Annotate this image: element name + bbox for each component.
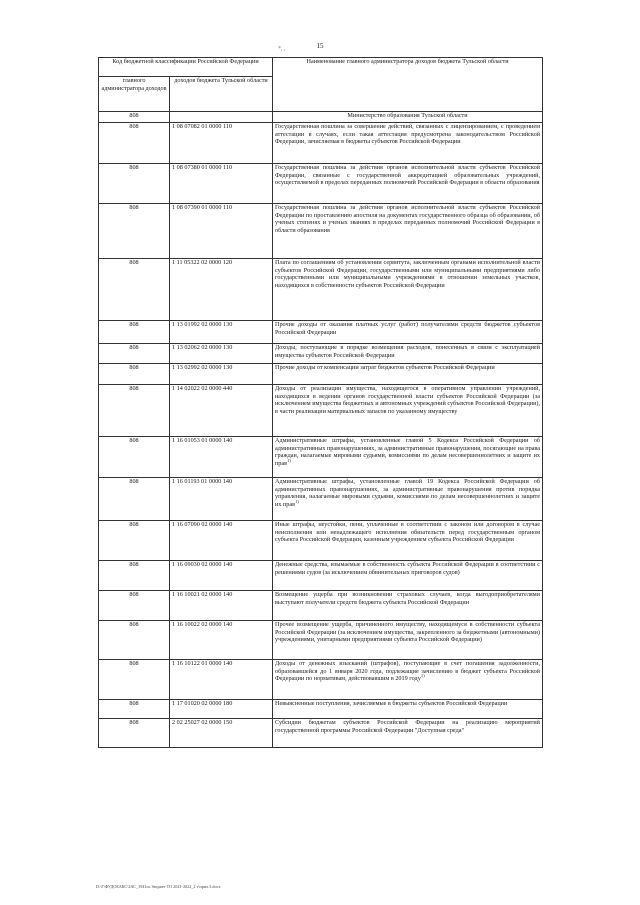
income-name-cell xyxy=(273,700,543,719)
income-name-cell xyxy=(273,591,543,621)
income-admin-table xyxy=(98,57,543,748)
admin-code-cell: 808 xyxy=(99,437,170,478)
table-row xyxy=(99,344,543,364)
income-name-text: Доходы от реализации имущества, находящегося в оперативном управлении учреждений, находящихся в ведении органов государственной власти субъектов Российской Федерации (за исключением имущества бюджетных и автономных учреждений субъектов Российской Федерации), в части реализации материальных запасов по указанному имуществу xyxy=(275,385,540,415)
table-row xyxy=(99,700,543,719)
income-name-text: Возмещение ущерба при возникновении страховых случаев, когда выгодоприобретателями выступают получатели средств бюджета субъекта Российской Федерации xyxy=(275,591,540,606)
income-code-cell: 1 14 02022 02 0000 440 xyxy=(170,385,273,437)
table-row xyxy=(99,364,543,385)
income-code-cell: 1 16 10122 01 0000 140 xyxy=(170,660,273,700)
income-code-cell: 1 16 10022 02 0000 140 xyxy=(170,621,273,660)
ministry-name: Министерство образования Тульской области xyxy=(273,112,543,123)
admin-code-cell: 808 xyxy=(99,321,170,344)
ministry-empty-cell xyxy=(170,112,273,123)
income-name-cell xyxy=(273,521,543,561)
ministry-admin-code: 808 xyxy=(99,112,170,123)
income-name-text: Государственная пошлина за действия органов исполнительной власти субъектов Российской Федерации по проставлению апостиля на документах государственного образца об образовании, об ученых степенях и ученых званиях в пределах переданных полномочий Российской Федерации в области образования xyxy=(275,204,540,234)
table-row xyxy=(99,478,543,521)
income-name-cell xyxy=(273,719,543,748)
table-row xyxy=(99,561,543,591)
income-name-cell xyxy=(273,478,543,521)
income-name-text: Административные штрафы, установленные главой 5 Кодекса Российской Федерации об административных правонарушениях, за административные правонарушения, посягающие на права граждан, налагаемые мировыми судьями, комиссиями по делам несовершеннолетних и защите их прав xyxy=(275,437,540,467)
admin-code-cell: 808 xyxy=(99,164,170,204)
income-code-cell: 1 16 07090 02 0000 140 xyxy=(170,521,273,561)
table-row xyxy=(99,437,543,478)
admin-code-cell: 808 xyxy=(99,259,170,321)
table-row xyxy=(99,164,543,204)
income-name-cell xyxy=(273,259,543,321)
income-name-cell xyxy=(273,204,543,259)
admin-code-cell: 808 xyxy=(99,385,170,437)
income-name-text: Денежные средства, изымаемые в собственность субъекта Российской Федерации в соответствии с решениями судов (за исключением обвинительных приговоров судов) xyxy=(275,561,540,576)
income-name-text: Невыясненные поступления, зачисляемые в бюджеты субъектов Российской Федерации xyxy=(275,700,508,707)
income-name-text: Доходы, поступающие в порядке возмещения расходов, понесенных в связи с эксплуатацией имущества субъектов Российской Федерации xyxy=(275,344,540,359)
income-name-text: Плата по соглашениям об установлении сервитута, заключенным органами исполнительной власти субъектов Российской Федерации, государственными или муниципальными предприятиями либо государственными или муниципальными учреждениями в отношении земельных участков, находящихся в собственности субъектов Российской Федерации xyxy=(275,259,540,289)
income-code-cell: 1 08 07380 01 0000 110 xyxy=(170,164,273,204)
income-code-cell: 1 16 01193 01 0000 140 xyxy=(170,478,273,521)
income-name-cell xyxy=(273,561,543,591)
income-code-cell: 1 11 05322 02 0000 120 xyxy=(170,259,273,321)
admin-code-cell: 808 xyxy=(99,123,170,164)
table-row xyxy=(99,621,543,660)
income-code-cell: 1 16 09030 02 0000 140 xyxy=(170,561,273,591)
footnote-mark: 1) xyxy=(287,457,291,463)
table-row xyxy=(99,385,543,437)
income-code-cell: 1 17 01020 02 0000 180 xyxy=(170,700,273,719)
scan-marks: *, , xyxy=(278,46,286,52)
income-name-cell xyxy=(273,385,543,437)
table-row xyxy=(99,591,543,621)
page-number: 15 xyxy=(316,42,324,50)
admin-code-cell: 808 xyxy=(99,719,170,748)
header-col-admin: главного администратора доходов xyxy=(99,77,170,112)
income-name-text: Государственная пошлина за действия органов исполнительной власти субъектов Российской Федерации, связанные с государственной аккредитацией образовательных учреждений, осуществляемой в пределах переданных полномочий Российской Федерации в области образования xyxy=(275,164,540,187)
ministry-row xyxy=(99,112,543,123)
income-name-cell xyxy=(273,321,543,344)
header-name-title: Наименование главного администратора доходов бюджета Тульской области xyxy=(273,58,543,112)
admin-code-cell: 808 xyxy=(99,478,170,521)
admin-code-cell: 808 xyxy=(99,344,170,364)
income-code-cell: 1 16 10021 02 0000 140 xyxy=(170,591,273,621)
footnote-mark: 1) xyxy=(420,673,425,679)
income-name-text: Государственная пошлина за совершение действий, связанных с лицензированием, с проведением аттестации в случаях, если такая аттестация предусмотрена законодательством Российской Федерации, зачисляемая в бюджеты субъектов Российской Федерации xyxy=(275,123,540,146)
income-code-cell: 1 13 02062 02 0000 130 xyxy=(170,344,273,364)
admin-code-cell: 808 xyxy=(99,561,170,591)
income-name-text: Прочее возмещение ущерба, причиненного имуществу, находящемуся в собственности субъекта Российской Федерации (за исключением имущества, закрепленного за бюджетными (автономными) учреждениями, унитарными предприятиями субъекта Российской Федерации) xyxy=(275,621,540,644)
header-code-title: Код бюджетной классификации Российской Федерации xyxy=(99,58,273,77)
table-row xyxy=(99,204,543,259)
income-code-cell: 1 13 02992 02 0000 130 xyxy=(170,364,273,385)
income-name-cell xyxy=(273,344,543,364)
footer-file-path: D:\Г\ФУДОБАКС\ЗАС_1941ш. бюджет ТО 2021-2022_2 т\прил.3.docx xyxy=(96,884,221,889)
admin-code-cell: 808 xyxy=(99,660,170,700)
income-code-cell: 2 02 25027 02 0000 150 xyxy=(170,719,273,748)
admin-code-cell: 808 xyxy=(99,621,170,660)
income-code-cell: 1 13 01992 02 0000 130 xyxy=(170,321,273,344)
table-row xyxy=(99,123,543,164)
table-row xyxy=(99,321,543,344)
income-name-cell xyxy=(273,164,543,204)
income-name-text: Доходы от денежных взысканий (штрафов), поступающие в счет погашения задолженности, образовавшейся до 1 января 2020 года, подлежащие зачислению в бюджет субъекта Российской Федерации по нормативам, действовавшим в 2019 году xyxy=(275,660,540,683)
income-name-cell xyxy=(273,660,543,700)
header-col-income: доходов бюджета Тульской области xyxy=(170,77,273,112)
admin-code-cell: 808 xyxy=(99,591,170,621)
admin-code-cell: 808 xyxy=(99,521,170,561)
income-name-text: Прочие доходы от оказания платных услуг (работ) получателями средств бюджетов субъектов Российской Федерации xyxy=(275,321,540,336)
income-name-cell xyxy=(273,364,543,385)
income-name-cell xyxy=(273,123,543,164)
income-name-cell xyxy=(273,437,543,478)
table-row xyxy=(99,259,543,321)
admin-code-cell: 808 xyxy=(99,364,170,385)
income-code-cell: 1 16 01053 01 0000 140 xyxy=(170,437,273,478)
table-row xyxy=(99,521,543,561)
income-name-text: Административные штрафы, установленные главой 19 Кодекса Российской Федерации об административных правонарушениях, за административные правонарушения против порядка управления, налагаемые мировыми судьями, комиссиями по делам несовершеннолетних и защите их прав xyxy=(275,478,540,508)
footnote-mark: 1) xyxy=(295,498,299,504)
table-row xyxy=(99,660,543,700)
income-name-text: Прочие доходы от компенсации затрат бюджетов субъектов Российской Федерации xyxy=(275,364,495,371)
income-name-cell xyxy=(273,621,543,660)
table-row xyxy=(99,719,543,748)
admin-code-cell: 808 xyxy=(99,204,170,259)
income-name-text: Субсидии бюджетам субъектов Российской Федерации на реализацию мероприятий государственной программы Российской Федерации "Доступная среда" xyxy=(275,719,540,734)
income-code-cell: 1 08 07390 01 0000 110 xyxy=(170,204,273,259)
income-name-text: Иные штрафы, неустойки, пени, уплаченные в соответствии с законом или договором в случае неисполнения или ненадлежащего исполнения обязательств перед государственным органом субъекта Российской Федерации, казенным учреждением субъекта Российской Федерации xyxy=(275,521,540,544)
income-code-cell: 1 08 07082 01 0000 110 xyxy=(170,123,273,164)
admin-code-cell: 808 xyxy=(99,700,170,719)
